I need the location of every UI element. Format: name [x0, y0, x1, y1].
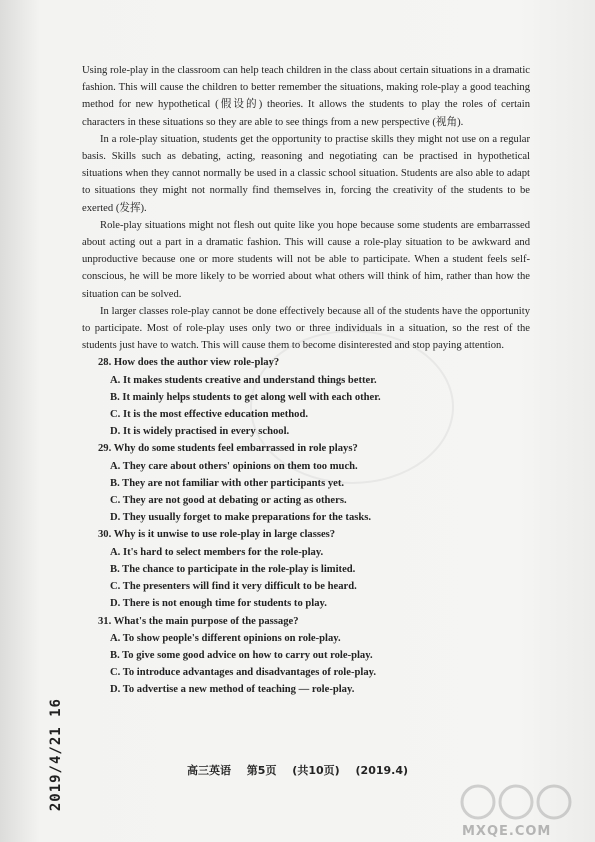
photo-timestamp: 2019/4/21 16 — [48, 698, 64, 812]
question-29 — [82, 440, 530, 526]
option-c: C. The presenters will find it very difficult to be heard. — [110, 581, 357, 593]
site-logo-icon — [456, 780, 586, 830]
option-b: B. To give some good advice on how to carry out role-play. — [110, 649, 373, 661]
option-a: A. It makes students creative and understand things better. — [110, 374, 377, 386]
option-c: C. It is the most effective education method. — [110, 409, 309, 421]
page-footer — [0, 762, 595, 778]
option-a: A. It's hard to select members for the role-play. — [110, 546, 324, 558]
option-d: D. It is widely practised in every school. — [110, 426, 290, 438]
passage-paragraph-3: Role-play situations might not flesh out quite like you hope because some students are embarrassed about acting out a part in a dramatic fashion. This will cause a role-play situation to be awkward and unproductive because one or more students will not be able to participate. When a student feels self-conscious, he will be more likely to be worried about what others will think of him, rather than how the situation can be solved. — [82, 219, 530, 300]
footer-total-pages: (共10页) — [292, 764, 340, 777]
option-b: B. It mainly helps students to get along well with each other. — [110, 391, 381, 403]
option-a: A. They care about others' opinions on them too much. — [110, 460, 358, 472]
question-stem: 30. Why is it unwise to use role-play in large classes? — [98, 529, 336, 541]
passage-paragraph-1: Using role-play in the classroom can help teach children in the class about certain situations in a dramatic fashion. This will cause the children to better remember the situations, making role-play a good teaching method for new hypothetical (假设的) theories. It allows the students to play the roles of certain characters in these situations so they are able to see things from a new perspective (视角). — [82, 65, 530, 128]
option-d: D. To advertise a new method of teaching — role-play. — [110, 684, 355, 696]
question-28 — [82, 354, 530, 440]
option-c: C. They are not good at debating or acting as others. — [110, 495, 347, 507]
question-30 — [82, 526, 530, 612]
footer-date: (2019.4) — [355, 764, 409, 777]
question-stem: 28. How does the author view role-play? — [98, 357, 280, 369]
question-31 — [82, 613, 530, 699]
option-b: B. They are not familiar with other participants yet. — [110, 477, 345, 489]
option-b: B. The chance to participate in the role-play is limited. — [110, 563, 356, 575]
passage-paragraph-4: In larger classes role-play cannot be done effectively because all of the students have the opportunity to participate. Most of role-play uses only two or three individuals in a situation, so the rest of the students just have to watch. This will cause them to become disinterested and stop paying attention. — [82, 305, 530, 352]
footer-page-number: 第5页 — [246, 764, 277, 777]
footer-subject: 高三英语 — [186, 764, 231, 777]
watermark-text: MXQE.COM — [462, 824, 552, 839]
question-stem: 29. Why do some students feel embarrassed in role plays? — [98, 443, 358, 455]
reading-passage — [82, 62, 530, 699]
passage-paragraph-2: In a role-play situation, students get the opportunity to practise skills they might not use on a regular basis. Skills such as debating, acting, reasoning and negotiating can be practised in hypothetical situations when they cannot normally be used in a classic school situation. Students are also able to adapt to situations they might not normally find themselves in, forcing the creativity of the students to be exerted (发挥). — [82, 133, 530, 214]
question-stem: 31. What's the main purpose of the passage? — [98, 615, 299, 627]
option-a: A. To show people's different opinions on role-play. — [110, 632, 341, 644]
option-d: D. They usually forget to make preparations for the tasks. — [110, 512, 372, 524]
option-d: D. There is not enough time for students to play. — [110, 598, 327, 610]
option-c: C. To introduce advantages and disadvantages of role-play. — [110, 667, 376, 679]
